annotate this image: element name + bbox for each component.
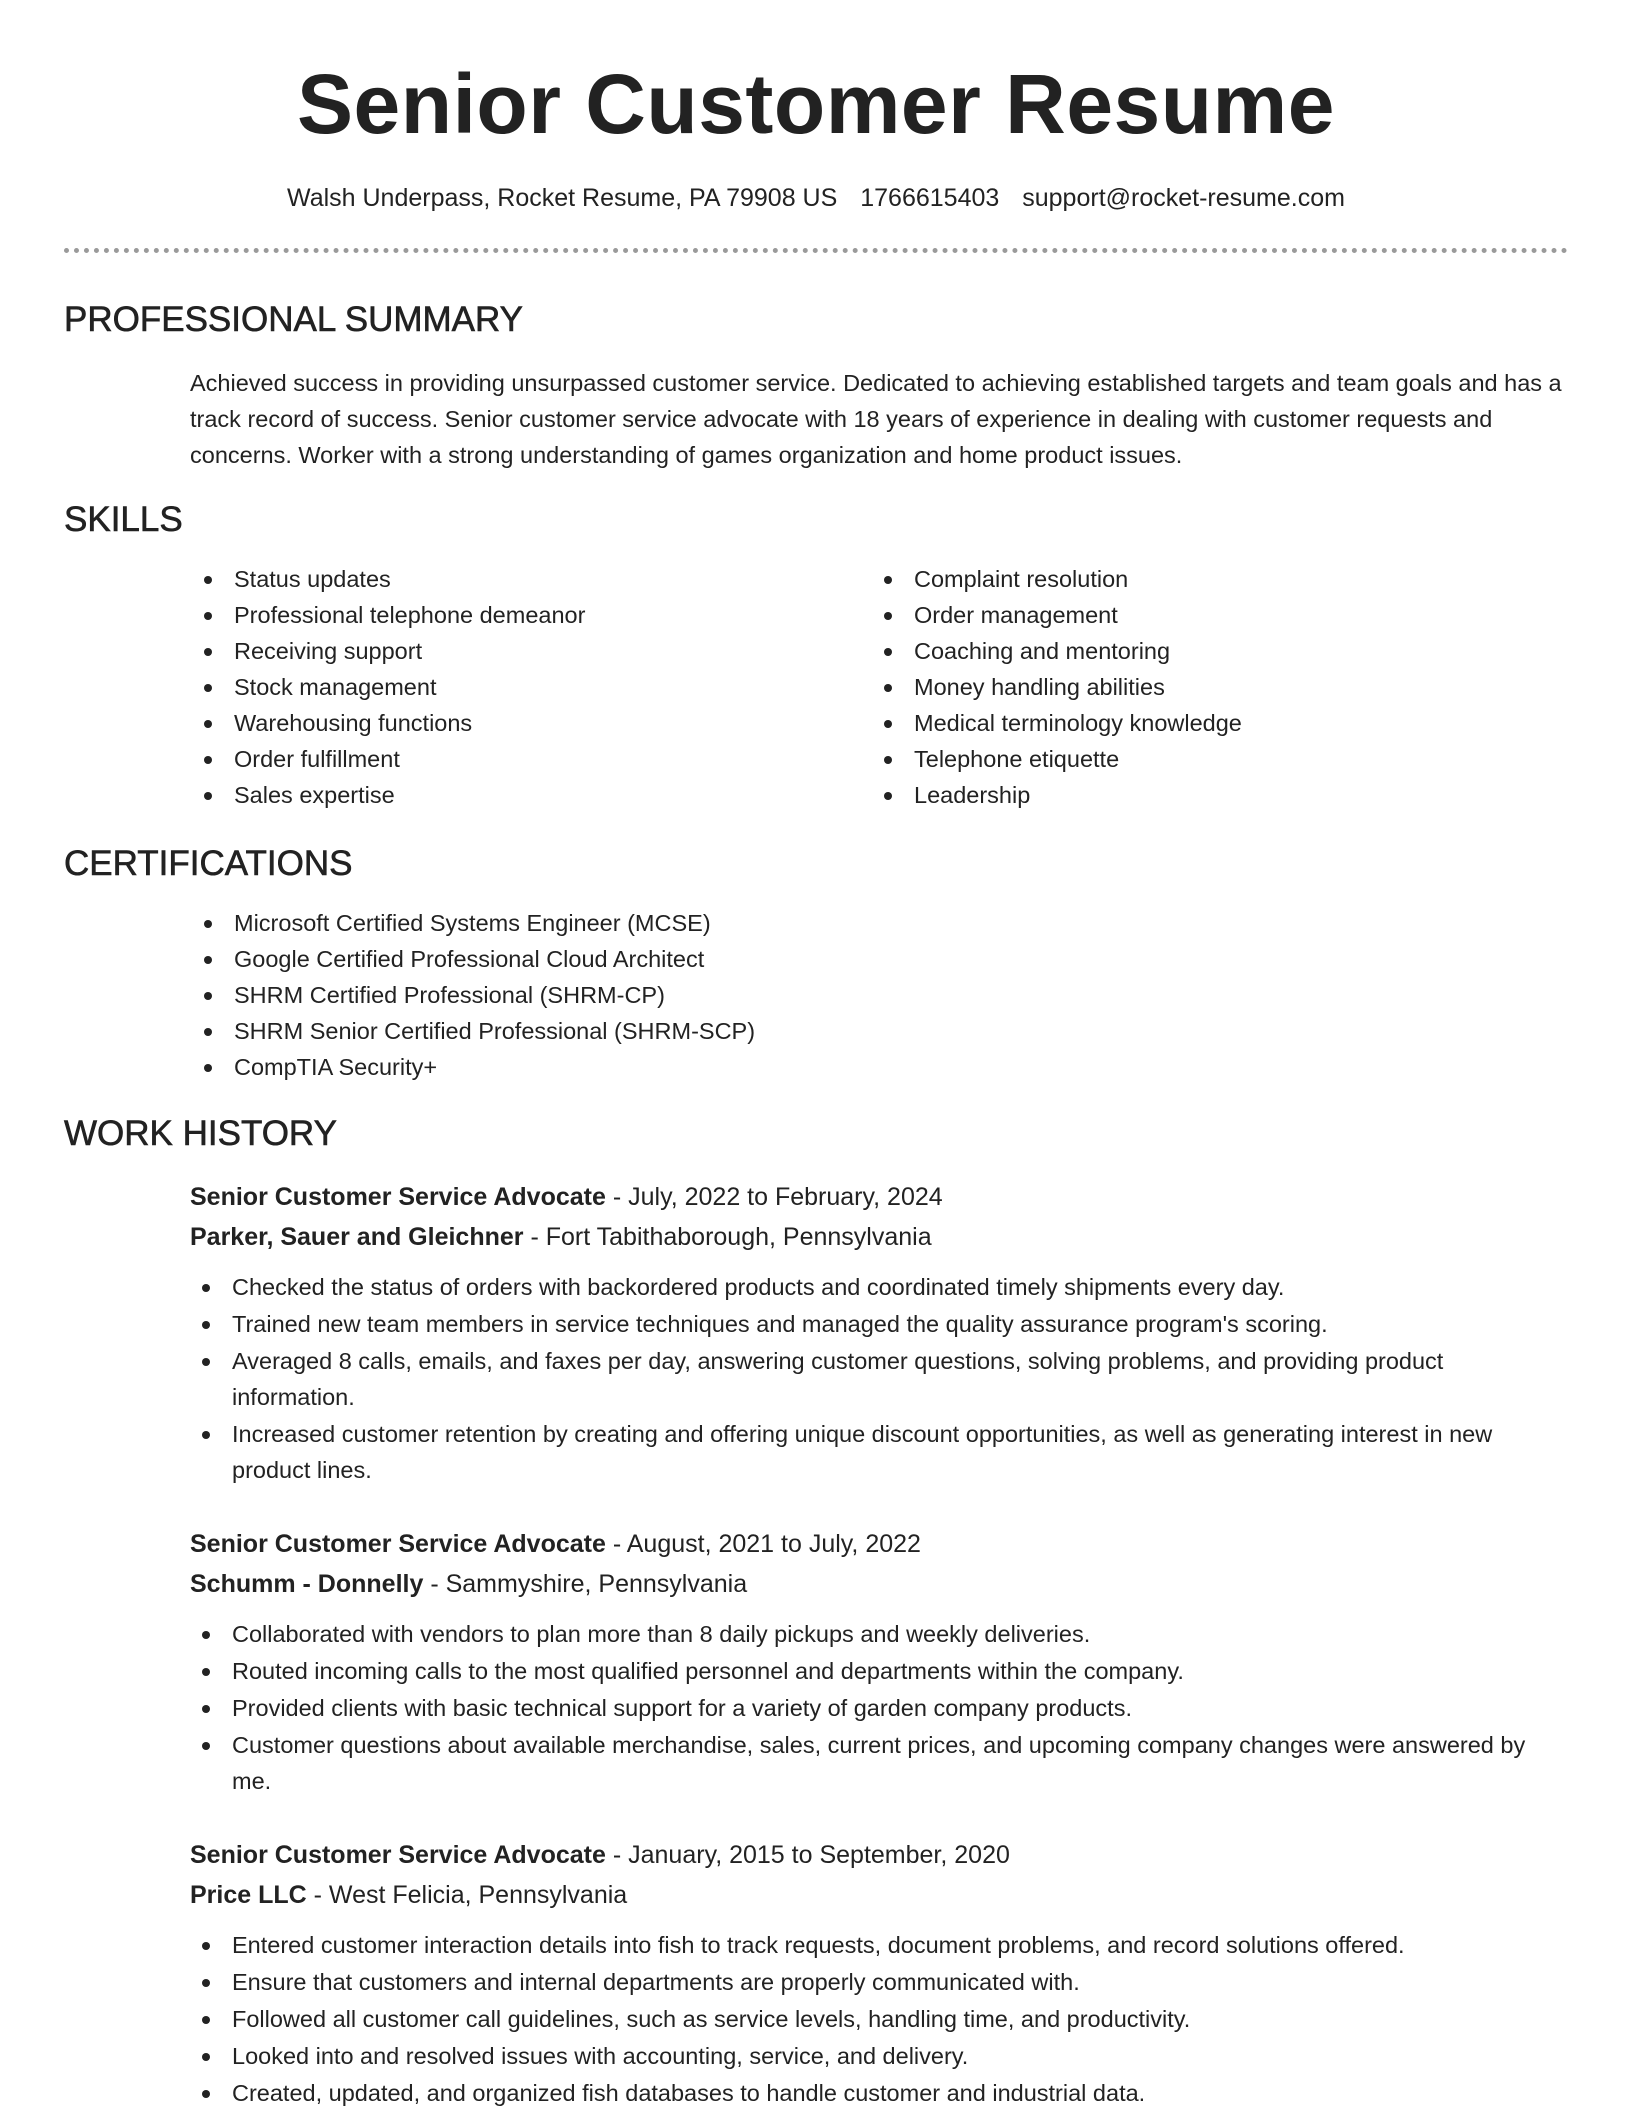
job-bullet: Created, updated, and organized fish databases to handle customer and industrial data. [188, 2075, 1568, 2111]
certification-item: CompTIA Security+ [190, 1049, 1568, 1085]
skills-grid [190, 561, 1568, 813]
skill-item: Leadership [870, 777, 1550, 813]
job-bullets [188, 1616, 1568, 1799]
job-title: Senior Customer Service Advocate [190, 1183, 606, 1211]
job-bullet: Routed incoming calls to the most qualified personnel and departments within the company. [188, 1653, 1568, 1689]
header-divider [64, 248, 1568, 253]
skill-item: Status updates [190, 561, 870, 597]
job-bullets [188, 1927, 1568, 2111]
job-bullet: Entered customer interaction details into fish to track requests, document problems, and record solutions offered. [188, 1927, 1568, 1963]
job-company: Schumm - Donnelly [190, 1570, 424, 1598]
summary-text: Achieved success in providing unsurpassed customer service. Dedicated to achieving established targets and team goals and has a track record of success. Senior customer service advocate with 18 years of experience in dealing with customer requests and concerns. Worker with a strong understanding of games organization and home product issues. [190, 370, 1562, 468]
skills-column-right [870, 561, 1550, 813]
job-title-line [190, 1835, 1568, 1875]
skill-item: Telephone etiquette [870, 741, 1550, 777]
skill-item: Coaching and mentoring [870, 633, 1550, 669]
job-bullet: Provided clients with basic technical support for a variety of garden company products. [188, 1690, 1568, 1726]
job-bullet: Averaged 8 calls, emails, and faxes per day, answering customer questions, solving problems, and providing product information. [188, 1343, 1568, 1415]
certification-item: Microsoft Certified Systems Engineer (MCSE) [190, 905, 1568, 941]
contact-address: Walsh Underpass, Rocket Resume, PA 79908 US [287, 184, 838, 212]
job-title: Senior Customer Service Advocate [190, 1530, 606, 1558]
contact-email: support@rocket-resume.com [1022, 184, 1345, 212]
job-location: - West Felicia, Pennsylvania [306, 1881, 628, 1909]
skill-item: Professional telephone demeanor [190, 597, 870, 633]
job-entry [190, 1524, 1568, 1799]
job-title: Senior Customer Service Advocate [190, 1841, 606, 1869]
skill-item: Sales expertise [190, 777, 870, 813]
skill-item: Money handling abilities [870, 669, 1550, 705]
job-dates: - August, 2021 to July, 2022 [605, 1530, 921, 1558]
skill-item: Complaint resolution [870, 561, 1550, 597]
job-location: - Sammyshire, Pennsylvania [423, 1570, 748, 1598]
job-company-line [190, 1217, 1568, 1257]
certification-item: SHRM Senior Certified Professional (SHRM-SCP) [190, 1013, 1568, 1049]
certifications-list [190, 905, 1568, 1085]
skill-item: Receiving support [190, 633, 870, 669]
summary-heading: PROFESSIONAL SUMMARY [64, 300, 523, 339]
work-history-heading: WORK HISTORY [64, 1114, 337, 1153]
job-bullet: Followed all customer call guidelines, such as service levels, handling time, and productivity. [188, 2001, 1568, 2037]
job-dates: - July, 2022 to February, 2024 [605, 1183, 943, 1211]
job-bullet: Trained new team members in service techniques and managed the quality assurance program's scoring. [188, 1306, 1568, 1342]
skills-heading: SKILLS [64, 500, 183, 539]
contact-phone: 1766615403 [860, 184, 1000, 212]
certifications-heading: CERTIFICATIONS [64, 844, 353, 883]
certification-item: Google Certified Professional Cloud Architect [190, 941, 1568, 977]
job-title-line [190, 1177, 1568, 1217]
job-dates: - January, 2015 to September, 2020 [605, 1841, 1010, 1869]
job-bullet: Increased customer retention by creating and offering unique discount opportunities, as well as generating interest in new product lines. [188, 1416, 1568, 1488]
skill-item: Order management [870, 597, 1550, 633]
job-bullet: Checked the status of orders with backordered products and coordinated timely shipments every day. [188, 1269, 1568, 1305]
skill-item: Order fulfillment [190, 741, 870, 777]
skill-item: Warehousing functions [190, 705, 870, 741]
skills-column-left [190, 561, 870, 813]
job-company: Price LLC [190, 1881, 307, 1909]
job-bullet: Ensure that customers and internal departments are properly communicated with. [188, 1964, 1568, 2000]
job-company-line [190, 1564, 1568, 1604]
skill-item: Stock management [190, 669, 870, 705]
job-bullet: Customer questions about available merchandise, sales, current prices, and upcoming company changes were answered by me. [188, 1727, 1568, 1799]
job-bullet: Collaborated with vendors to plan more than 8 daily pickups and weekly deliveries. [188, 1616, 1568, 1652]
job-company-line [190, 1875, 1568, 1915]
resume-title: Senior Customer Resume [297, 57, 1335, 151]
job-entry [190, 1177, 1568, 1488]
contact-line [64, 182, 1568, 214]
job-entry [190, 1835, 1568, 2111]
job-company: Parker, Sauer and Gleichner [190, 1223, 524, 1251]
job-bullet: Looked into and resolved issues with accounting, service, and delivery. [188, 2038, 1568, 2074]
skill-item: Medical terminology knowledge [870, 705, 1550, 741]
job-bullets [188, 1269, 1568, 1488]
job-title-line [190, 1524, 1568, 1564]
job-location: - Fort Tabithaborough, Pennsylvania [523, 1223, 932, 1251]
resume-page [64, 0, 1568, 2112]
certification-item: SHRM Certified Professional (SHRM-CP) [190, 977, 1568, 1013]
